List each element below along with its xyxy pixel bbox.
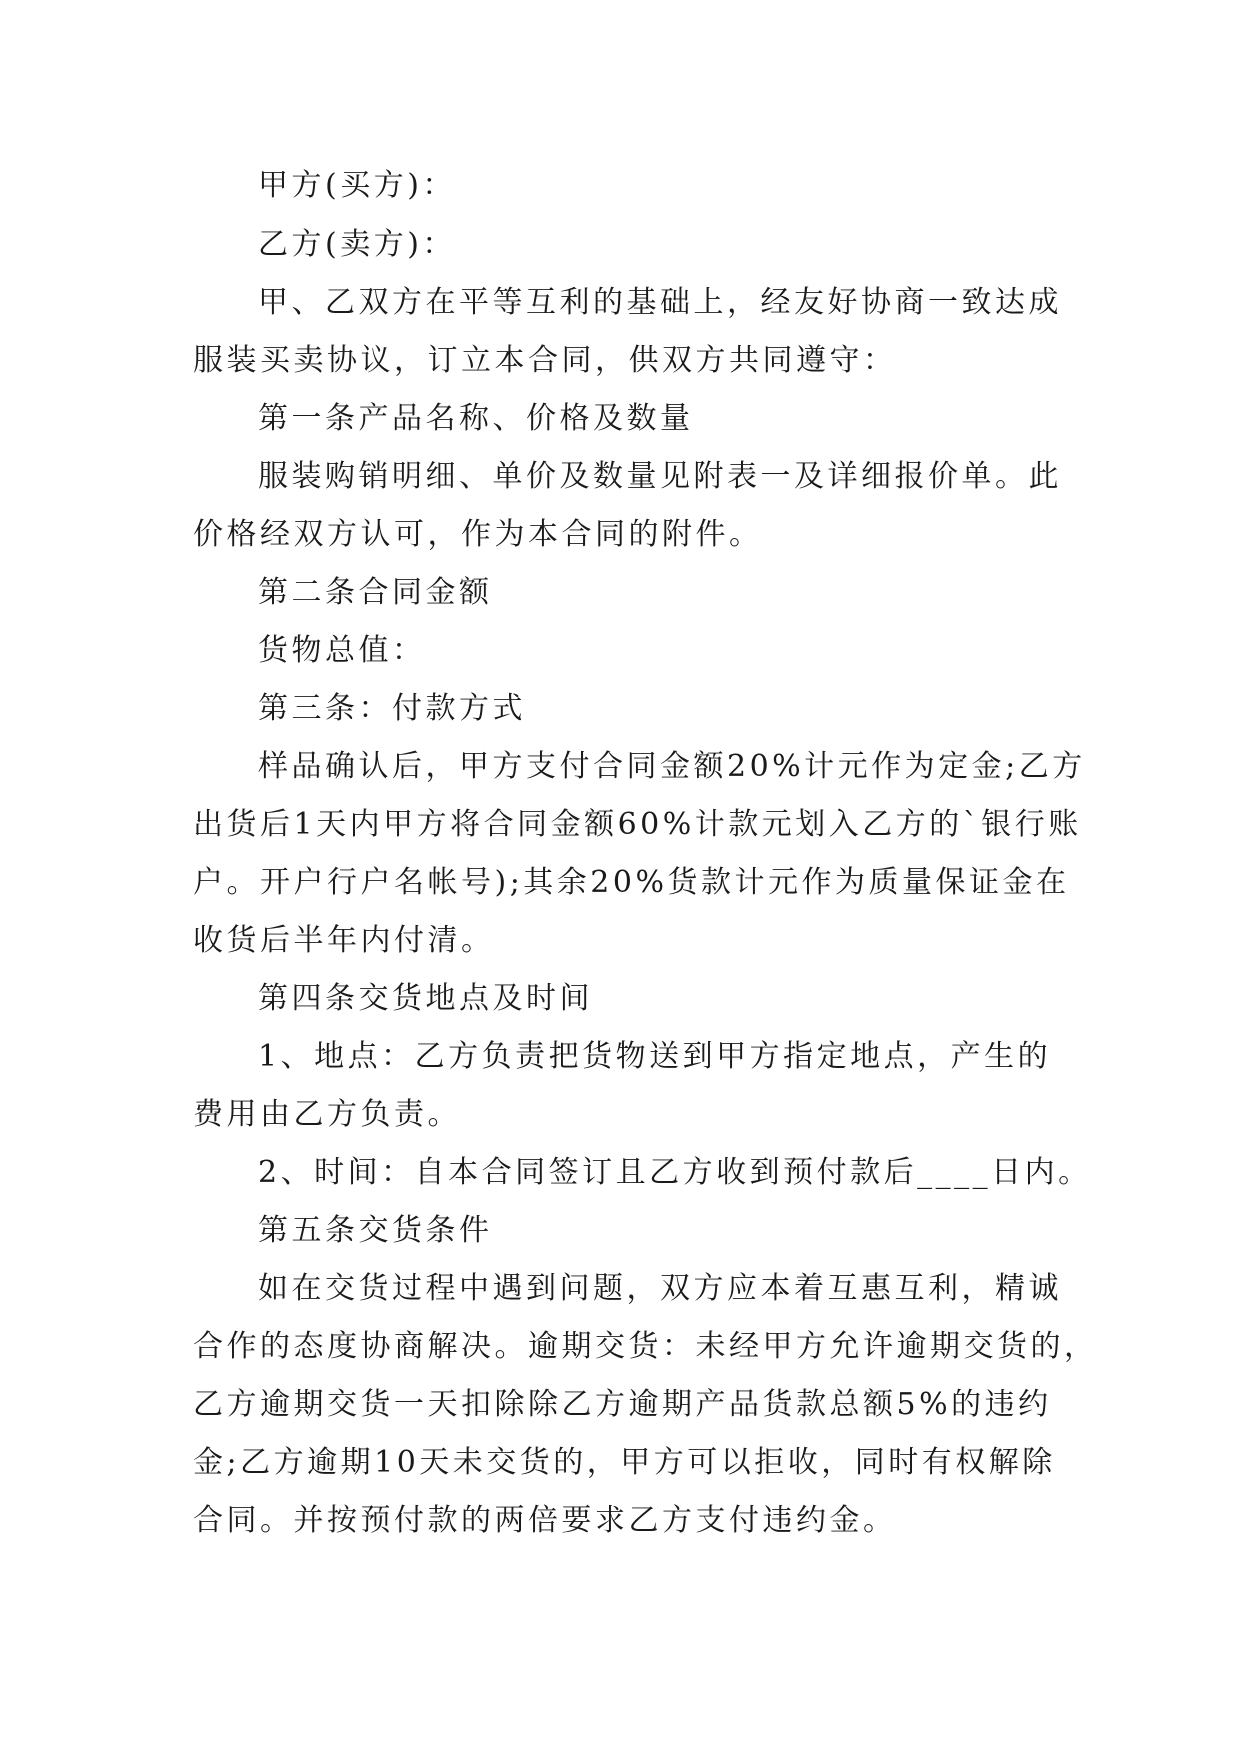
payment-text-2: 出货后1天内甲方将合同金额60%计款元划入乙方的`银行账 bbox=[193, 807, 1082, 842]
preamble-line-1: 甲、乙双方在平等互利的基础上，经友好协商一致达成 bbox=[258, 285, 1062, 320]
article-3-heading: 第三条：付款方式 bbox=[258, 691, 526, 726]
party-a-line: 甲方(买方)： bbox=[258, 168, 456, 203]
conditions-text-3: 乙方逾期交货一天扣除除乙方逾期产品货款总额5%的违约 bbox=[193, 1387, 1052, 1422]
total-value-line: 货物总值： bbox=[258, 633, 426, 668]
preamble-line-2: 服装买卖协议，订立本合同，供双方共同遵守： bbox=[193, 343, 897, 378]
conditions-text-4: 金;乙方逾期10天未交货的，甲方可以拒收，同时有权解除 bbox=[193, 1445, 1056, 1480]
article-1-heading: 第一条产品名称、价格及数量 bbox=[258, 401, 694, 436]
payment-text-1: 样品确认后，甲方支付合同金额20%计元作为定金;乙方 bbox=[258, 749, 1086, 784]
article-5-heading: 第五条交货条件 bbox=[258, 1213, 493, 1248]
delivery-place-text-1: 1、地点：乙方负责把货物送到甲方指定地点，产生的 bbox=[258, 1039, 1052, 1074]
conditions-text-5: 合同。并按预付款的两倍要求乙方支付违约金。 bbox=[193, 1503, 897, 1538]
payment-text-3: 户。开户行户名帐号);其余20%货款计元作为质量保证金在 bbox=[193, 865, 1070, 900]
party-b-line: 乙方(卖方)： bbox=[258, 227, 456, 262]
conditions-text-2: 合作的态度协商解决。逾期交货：未经甲方允许逾期交货的， bbox=[193, 1329, 1098, 1364]
delivery-place-text-2: 费用由乙方负责。 bbox=[193, 1097, 461, 1132]
article-4-heading: 第四条交货地点及时间 bbox=[258, 981, 593, 1016]
payment-text-4: 收货后半年内付清。 bbox=[193, 923, 495, 958]
article-2-heading: 第二条合同金额 bbox=[258, 575, 493, 610]
article-1-text-1: 服装购销明细、单价及数量见附表一及详细报价单。此 bbox=[258, 459, 1062, 494]
conditions-text-1: 如在交货过程中遇到问题，双方应本着互惠互利，精诚 bbox=[258, 1271, 1062, 1306]
article-1-text-2: 价格经双方认可，作为本合同的附件。 bbox=[193, 517, 763, 552]
delivery-time-text: 2、时间：自本合同签订且乙方收到预付款后____日内。 bbox=[258, 1155, 1092, 1190]
